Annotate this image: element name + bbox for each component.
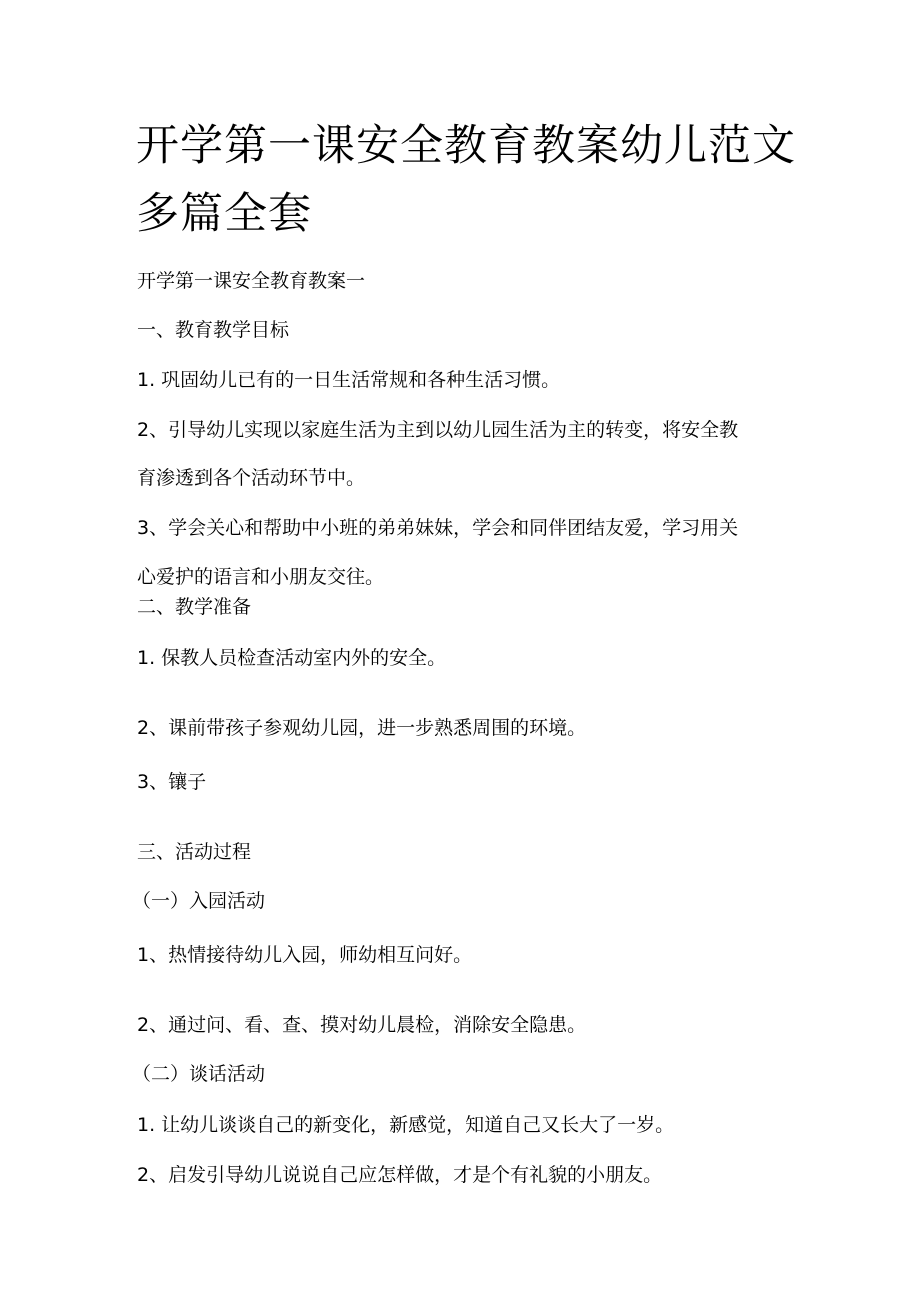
goal-item-3-line-1: 3、学会关心和帮助中小班的弟弟妹妹，学会和同伴团结友爱，学习用关 bbox=[137, 517, 739, 539]
section-heading-preparation: 二、教学准备 bbox=[137, 596, 252, 618]
preparation-item-1: 1. 保教人员检查活动室内外的安全。 bbox=[137, 647, 447, 669]
section-heading-goals: 一、教育教学目标 bbox=[137, 319, 290, 341]
section-heading-process: 三、活动过程 bbox=[137, 841, 252, 863]
arrival-item-2: 2、通过问、看、查、摸对幼儿晨检，消除安全隐患。 bbox=[137, 1014, 587, 1036]
goal-item-3-line-2: 心爱护的语言和小朋友交往。 bbox=[137, 566, 385, 588]
talk-item-1: 1. 让幼儿谈谈自己的新变化，新感觉，知道自己又长大了一岁。 bbox=[137, 1114, 675, 1136]
goal-item-2-line-2: 育渗透到各个活动环节中。 bbox=[137, 467, 366, 489]
goal-item-2-line-1: 2、引导幼儿实现以家庭生活为主到以幼儿园生活为主的转变，将安全教 bbox=[137, 419, 739, 441]
document-title: 开学第一课安全教育教案幼儿范文多篇全套 bbox=[136, 121, 796, 239]
subsection-heading-arrival: （一）入园活动 bbox=[132, 890, 266, 912]
goal-item-1: 1. 巩固幼儿已有的一日生活常规和各种生活习惯。 bbox=[137, 369, 561, 391]
subsection-heading-talk: （二）谈话活动 bbox=[132, 1063, 266, 1085]
preparation-item-2: 2、课前带孩子参观幼儿园，进一步熟悉周围的环境。 bbox=[137, 717, 587, 739]
document-subtitle: 开学第一课安全教育教案一 bbox=[137, 270, 366, 292]
arrival-item-1: 1、热情接待幼儿入园，师幼相互问好。 bbox=[137, 944, 473, 966]
talk-item-2: 2、启发引导幼儿说说自己应怎样做，才是个有礼貌的小朋友。 bbox=[137, 1164, 663, 1186]
preparation-item-3: 3、镶子 bbox=[137, 771, 207, 793]
